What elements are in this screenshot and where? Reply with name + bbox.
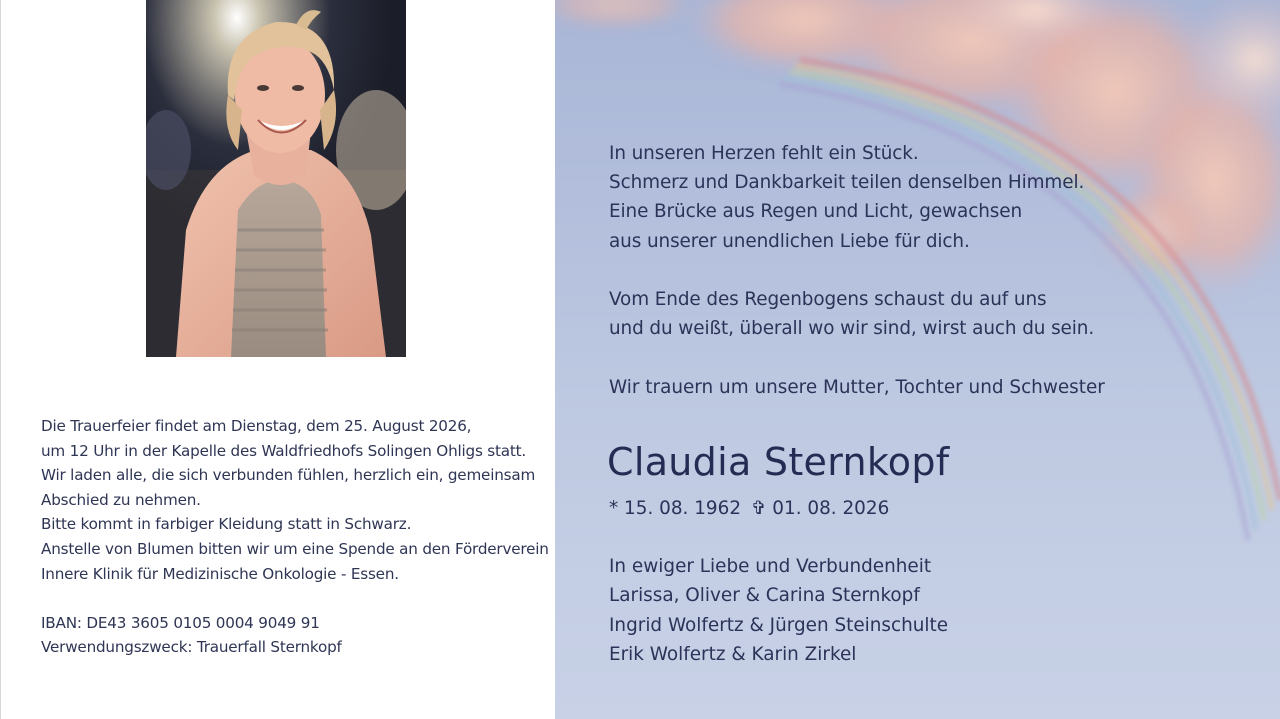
verse-line: Vom Ende des Regenbogens schaust du auf uns bbox=[609, 288, 1047, 310]
funeral-info bbox=[41, 414, 549, 660]
spacer bbox=[609, 256, 1094, 285]
iban: IBAN: DE43 3605 0105 0004 9049 91 bbox=[41, 613, 320, 632]
death-date: ✞ 01. 08. 2026 bbox=[751, 498, 890, 519]
signature-line: Larissa, Oliver & Carina Sternkopf bbox=[609, 585, 920, 607]
verse bbox=[609, 139, 1094, 343]
verse-line: und du weißt, überall wo wir sind, wirst auch du sein. bbox=[609, 318, 1095, 340]
info-line: Wir laden alle, die sich verbunden fühlen, herzlich ein, gemeinsam bbox=[41, 466, 536, 485]
verse-line: aus unserer unendlichen Liebe für dich. bbox=[609, 230, 970, 252]
birth-date: * 15. 08. 1962 bbox=[609, 498, 742, 519]
portrait-photo bbox=[146, 0, 406, 357]
mourners-signatures bbox=[609, 552, 948, 669]
info-line: Anstelle von Blumen bitten wir um eine Spende an den Förderverein bbox=[41, 539, 549, 558]
right-panel bbox=[555, 0, 1280, 719]
info-line: um 12 Uhr in der Kapelle des Waldfriedhofs Solingen Ohligs statt. bbox=[41, 441, 527, 460]
info-line: Die Trauerfeier findet am Dienstag, dem 25. August 2026, bbox=[41, 417, 472, 435]
mourning-statement: Wir trauern um unsere Mutter, Tochter und Schwester bbox=[609, 377, 1105, 398]
portrait-illustration bbox=[146, 0, 406, 357]
verse-line: Schmerz und Dankbarkeit teilen denselben Himmel. bbox=[609, 172, 1085, 194]
signature-line: Ingrid Wolfertz & Jürgen Steinschulte bbox=[609, 614, 949, 636]
life-dates bbox=[609, 494, 889, 523]
signature-line: In ewiger Liebe und Verbundenheit bbox=[609, 556, 932, 577]
verse-line: Eine Brücke aus Regen und Licht, gewachsen bbox=[609, 201, 1023, 223]
verse-line: In unseren Herzen fehlt ein Stück. bbox=[609, 143, 919, 164]
payment-purpose: Verwendungszweck: Trauerfall Sternkopf bbox=[41, 638, 342, 657]
info-line: Bitte kommt in farbiger Kleidung statt in Schwarz. bbox=[41, 515, 412, 534]
deceased-name: Claudia Sternkopf bbox=[607, 440, 950, 484]
info-line: Innere Klinik für Medizinische Onkologie - Essen. bbox=[41, 564, 399, 583]
left-panel bbox=[0, 0, 555, 719]
spacer bbox=[41, 586, 546, 611]
signature-line: Erik Wolfertz & Karin Zirkel bbox=[609, 643, 857, 665]
info-line: Abschied zu nehmen. bbox=[41, 490, 201, 509]
